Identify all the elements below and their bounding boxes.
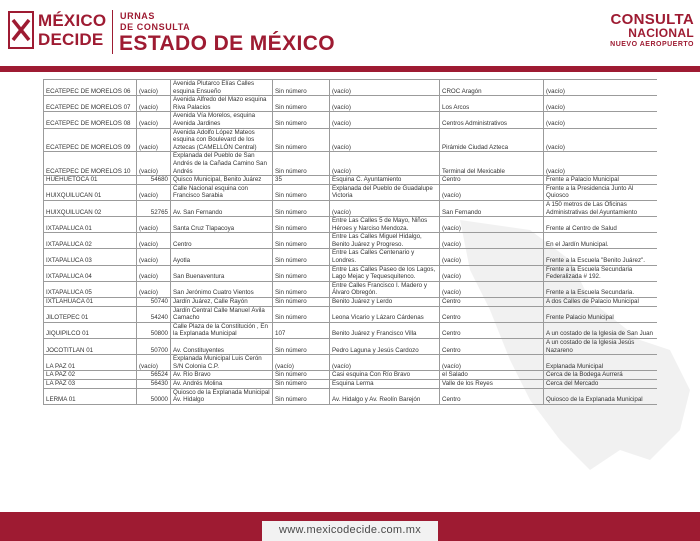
polling-stations-table-wrapper xyxy=(43,79,657,505)
cell-between-streets: (vacío) xyxy=(330,128,440,152)
table-row xyxy=(44,371,658,380)
logo-line-1: MÉXICO xyxy=(38,11,107,30)
table-body xyxy=(44,80,658,405)
table-row xyxy=(44,176,658,185)
cell-between-streets: Entre Las Calles Paseo de los Lagos, Lago Mejac y Tequesquitenco. xyxy=(330,265,440,281)
right-logo-line-1: CONSULTA xyxy=(610,11,694,28)
table-row xyxy=(44,249,658,265)
cell-number: Sin número xyxy=(273,96,330,112)
cell-street: Ayotla xyxy=(171,249,273,265)
table-row xyxy=(44,355,658,371)
cell-colony: Pirámide Ciudad Azteca xyxy=(440,128,544,152)
cell-street: San Buenaventura xyxy=(171,265,273,281)
cell-location: IXTAPALUCA 02 xyxy=(44,233,137,249)
cell-between-streets: Explanada del Pueblo de Guadalupe Victoria xyxy=(330,184,440,200)
cell-colony: Los Arcos xyxy=(440,96,544,112)
cell-colony: Centro xyxy=(440,322,544,338)
cell-location: HUIXQUILUCAN 01 xyxy=(44,184,137,200)
cell-postal-code: (vacío) xyxy=(137,265,171,281)
cell-postal-code: 56524 xyxy=(137,371,171,380)
cell-colony: Centro xyxy=(440,388,544,404)
cell-colony: (vacío) xyxy=(440,233,544,249)
cell-reference: Frente al Centro de Salud xyxy=(544,217,658,233)
cell-location: IXTAPALUCA 01 xyxy=(44,217,137,233)
cell-street: Av. Constituyentes xyxy=(171,339,273,355)
cell-postal-code: 54240 xyxy=(137,306,171,322)
cell-street: Quisco Municipal, Benito Juárez xyxy=(171,176,273,185)
cell-colony: (vacío) xyxy=(440,355,544,371)
cell-number: Sin número xyxy=(273,379,330,388)
cell-between-streets: (vacío) xyxy=(330,200,440,216)
header-divider xyxy=(112,10,113,54)
cell-postal-code: 54680 xyxy=(137,176,171,185)
cell-postal-code: (vacío) xyxy=(137,80,171,96)
table-row xyxy=(44,322,658,338)
cell-number: Sin número xyxy=(273,281,330,297)
cell-reference: Frente Palacio Municipal xyxy=(544,306,658,322)
cell-colony: (vacío) xyxy=(440,249,544,265)
cell-number: Sin número xyxy=(273,388,330,404)
cell-location: LERMA 01 xyxy=(44,388,137,404)
cell-street: Avenida Vía Morelos, esquina Avenida Jardines xyxy=(171,112,273,128)
cell-postal-code: 52765 xyxy=(137,200,171,216)
page-title: ESTADO DE MÉXICO xyxy=(119,32,336,55)
cell-street: Calle Nacional esquina con Francisco Sarabia xyxy=(171,184,273,200)
cell-reference: A un costado de la Iglesia de San Juan xyxy=(544,322,658,338)
cell-location: JILOTEPEC 01 xyxy=(44,306,137,322)
cell-reference: Cerca de la Bodega Aurrerá xyxy=(544,371,658,380)
cell-postal-code: (vacío) xyxy=(137,184,171,200)
cell-reference: A un costado de la Iglesia Jesús Nazareno xyxy=(544,339,658,355)
cell-street: Avenida Alfredo del Mazo esquina Riva Palacios xyxy=(171,96,273,112)
cell-reference: Frente a la Presidencia Junto Al Quiosco xyxy=(544,184,658,200)
header-band xyxy=(0,66,700,72)
cell-between-streets: Entre Calles Francisco I. Madero y Álvaro Obregón. xyxy=(330,281,440,297)
cell-between-streets: Benito Juárez y Lerdo xyxy=(330,298,440,307)
table-row xyxy=(44,152,658,176)
mexico-decide-logo xyxy=(8,8,108,56)
cell-postal-code: 50800 xyxy=(137,322,171,338)
consulta-nacional-logo xyxy=(596,12,694,56)
table-row xyxy=(44,128,658,152)
cell-between-streets: (vacío) xyxy=(330,355,440,371)
cell-number: Sin número xyxy=(273,80,330,96)
cell-reference: (vacío) xyxy=(544,128,658,152)
table-row xyxy=(44,379,658,388)
cell-street: Av. San Fernando xyxy=(171,200,273,216)
cell-between-streets: Benito Juárez y Francisco Villa xyxy=(330,322,440,338)
cell-colony: (vacío) xyxy=(440,265,544,281)
cell-between-streets: Pedro Laguna y Jesús Cardozo xyxy=(330,339,440,355)
cell-colony: (vacío) xyxy=(440,281,544,297)
table-row xyxy=(44,96,658,112)
cell-street: Jardín Central Calle Manuel Ávila Camacho xyxy=(171,306,273,322)
cell-street: Explanada del Pueblo de San Andrés de la Cañada Camino San Andrés xyxy=(171,152,273,176)
subtitle-line-2: DE CONSULTA xyxy=(120,22,191,32)
cell-postal-code: (vacío) xyxy=(137,96,171,112)
cell-street: Explanada Municipal Luis Cerón S/N Colonia C.P. xyxy=(171,355,273,371)
cell-colony: Centro xyxy=(440,339,544,355)
cell-reference: Frente a Palacio Municipal xyxy=(544,176,658,185)
logo-line-2: DECIDE xyxy=(38,30,104,49)
cell-between-streets: Entre Las Calles Centenario y Londres. xyxy=(330,249,440,265)
cell-reference: (vacío) xyxy=(544,112,658,128)
cell-reference: A 150 metros de Las Oficinas Administrativas del Ayuntamiento xyxy=(544,200,658,216)
cell-number: Sin número xyxy=(273,306,330,322)
cell-number: Sin número xyxy=(273,339,330,355)
cell-between-streets: (vacío) xyxy=(330,152,440,176)
cell-between-streets: (vacío) xyxy=(330,96,440,112)
cell-reference: Frente a la Escuela "Benito Juárez". xyxy=(544,249,658,265)
table-row xyxy=(44,233,658,249)
table-row xyxy=(44,80,658,96)
cell-location: IXTAPALUCA 03 xyxy=(44,249,137,265)
cell-number: Sin número xyxy=(273,298,330,307)
cell-postal-code: 56430 xyxy=(137,379,171,388)
cell-number: Sin número xyxy=(273,371,330,380)
footer-url[interactable]: www.mexicodecide.com.mx xyxy=(279,524,421,536)
cell-location: LA PAZ 01 xyxy=(44,355,137,371)
cell-between-streets: Leona Vicario y Lázaro Cárdenas xyxy=(330,306,440,322)
cell-street: Jardín Juárez, Calle Rayón xyxy=(171,298,273,307)
cell-location: LA PAZ 03 xyxy=(44,379,137,388)
cell-reference: Frente a la Escuela Secundaria. xyxy=(544,281,658,297)
cell-number: Sin número xyxy=(273,249,330,265)
cell-number: (vacío) xyxy=(273,355,330,371)
cell-between-streets: Entre Las Calles Miguel Hidalgo, Benito Juárez y Progreso. xyxy=(330,233,440,249)
table-row xyxy=(44,298,658,307)
cell-postal-code: (vacío) xyxy=(137,112,171,128)
cell-location: ECATEPEC DE MORELOS 08 xyxy=(44,112,137,128)
cell-between-streets: Esquina C. Ayuntamiento xyxy=(330,176,440,185)
cell-reference: (vacío) xyxy=(544,80,658,96)
table-row xyxy=(44,200,658,216)
cell-postal-code: (vacío) xyxy=(137,152,171,176)
cell-colony: (vacío) xyxy=(440,184,544,200)
cell-number: Sin número xyxy=(273,184,330,200)
cell-colony: Valle de los Reyes xyxy=(440,379,544,388)
cell-colony: (vacío) xyxy=(440,217,544,233)
cell-between-streets: Casi esquina Con Río Bravo xyxy=(330,371,440,380)
cell-reference: En el Jardín Municipal. xyxy=(544,233,658,249)
cell-postal-code: 50700 xyxy=(137,339,171,355)
right-logo-line-3: NUEVO AEROPUERTO xyxy=(610,41,694,48)
cell-location: ECATEPEC DE MORELOS 07 xyxy=(44,96,137,112)
cell-location: HUIXQUILUCAN 02 xyxy=(44,200,137,216)
cell-number: Sin número xyxy=(273,200,330,216)
cell-number: Sin número xyxy=(273,217,330,233)
table-row xyxy=(44,184,658,200)
cell-reference: (vacío) xyxy=(544,152,658,176)
cell-location: HUEHUETOCA 01 xyxy=(44,176,137,185)
cell-between-streets: (vacío) xyxy=(330,112,440,128)
cell-location: IXTAPALUCA 04 xyxy=(44,265,137,281)
subtitle-line-1: URNAS xyxy=(120,11,156,21)
table-row xyxy=(44,388,658,404)
cell-colony: Centro xyxy=(440,176,544,185)
cell-number: 35 xyxy=(273,176,330,185)
cell-street: Avenida Plutarco Elías Calles esquina Ensueño xyxy=(171,80,273,96)
cell-location: ECATEPEC DE MORELOS 06 xyxy=(44,80,137,96)
right-logo-line-2: NACIONAL xyxy=(628,26,694,40)
cell-colony: Centros Administrativos xyxy=(440,112,544,128)
table-row xyxy=(44,217,658,233)
polling-stations-table xyxy=(43,79,657,405)
cell-postal-code: (vacío) xyxy=(137,128,171,152)
cell-colony: el Salado xyxy=(440,371,544,380)
cell-colony: Centro xyxy=(440,298,544,307)
cell-postal-code: (vacío) xyxy=(137,281,171,297)
cell-reference: Cerca del Mercado xyxy=(544,379,658,388)
cell-number: Sin número xyxy=(273,112,330,128)
cell-number: 107 xyxy=(273,322,330,338)
cell-street: Avenida Adolfo López Mateos esquina con Boulevard de los Aztecas (CAMELLÓN Central) xyxy=(171,128,273,152)
cell-between-streets: (vacío) xyxy=(330,80,440,96)
cell-location: JOCOTITLAN 01 xyxy=(44,339,137,355)
cell-location: LA PAZ 02 xyxy=(44,371,137,380)
cell-street: San Jerónimo Cuatro Vientos xyxy=(171,281,273,297)
cell-location: IXTAPALUCA 05 xyxy=(44,281,137,297)
cell-reference: Frente a la Escuela Secundaria Federalizada # 192. xyxy=(544,265,658,281)
cell-number: Sin número xyxy=(273,128,330,152)
table-row xyxy=(44,306,658,322)
cell-reference: Explanada Municipal xyxy=(544,355,658,371)
cell-reference: (vacío) xyxy=(544,96,658,112)
cell-between-streets: Entre Las Calles 5 de Mayo, Niños Héroes y Narciso Mendoza. xyxy=(330,217,440,233)
cell-street: Av. Río Bravo xyxy=(171,371,273,380)
table-row xyxy=(44,281,658,297)
table-row xyxy=(44,339,658,355)
table-row xyxy=(44,265,658,281)
cell-street: Calle Plaza de la Constitución , En la Explanada Municipal xyxy=(171,322,273,338)
cell-location: ECATEPEC DE MORELOS 10 xyxy=(44,152,137,176)
page-header xyxy=(0,0,700,66)
cell-reference: A dos Calles de Palacio Municipal xyxy=(544,298,658,307)
cell-location: JIQUIPILCO 01 xyxy=(44,322,137,338)
cell-street: Santa Cruz Tlapacoya xyxy=(171,217,273,233)
cell-colony: CROC Aragón xyxy=(440,80,544,96)
cell-postal-code: (vacío) xyxy=(137,233,171,249)
cell-street: Quiosco de la Explanada Municipal Av. Hidalgo xyxy=(171,388,273,404)
cell-postal-code: 50000 xyxy=(137,388,171,404)
cell-postal-code: 50740 xyxy=(137,298,171,307)
cell-between-streets: Esquina Lerma xyxy=(330,379,440,388)
cell-postal-code: (vacío) xyxy=(137,355,171,371)
cell-location: ECATEPEC DE MORELOS 09 xyxy=(44,128,137,152)
cell-colony: San Fernando xyxy=(440,200,544,216)
cell-number: Sin número xyxy=(273,152,330,176)
cell-location: IXTLAHUACA 01 xyxy=(44,298,137,307)
cell-colony: Terminal del Mexicable xyxy=(440,152,544,176)
cell-postal-code: (vacío) xyxy=(137,249,171,265)
cell-colony: Centro xyxy=(440,306,544,322)
cell-between-streets: Av. Hidalgo y Av. Reolín Barejón xyxy=(330,388,440,404)
mexico-decide-mark-icon xyxy=(8,10,34,50)
cell-street: Centro xyxy=(171,233,273,249)
cell-postal-code: (vacío) xyxy=(137,217,171,233)
cell-street: Av. Andrés Molina xyxy=(171,379,273,388)
cell-reference: Quiosco de la Explanada Municipal xyxy=(544,388,658,404)
cell-number: Sin número xyxy=(273,265,330,281)
cell-number: Sin número xyxy=(273,233,330,249)
table-row xyxy=(44,112,658,128)
